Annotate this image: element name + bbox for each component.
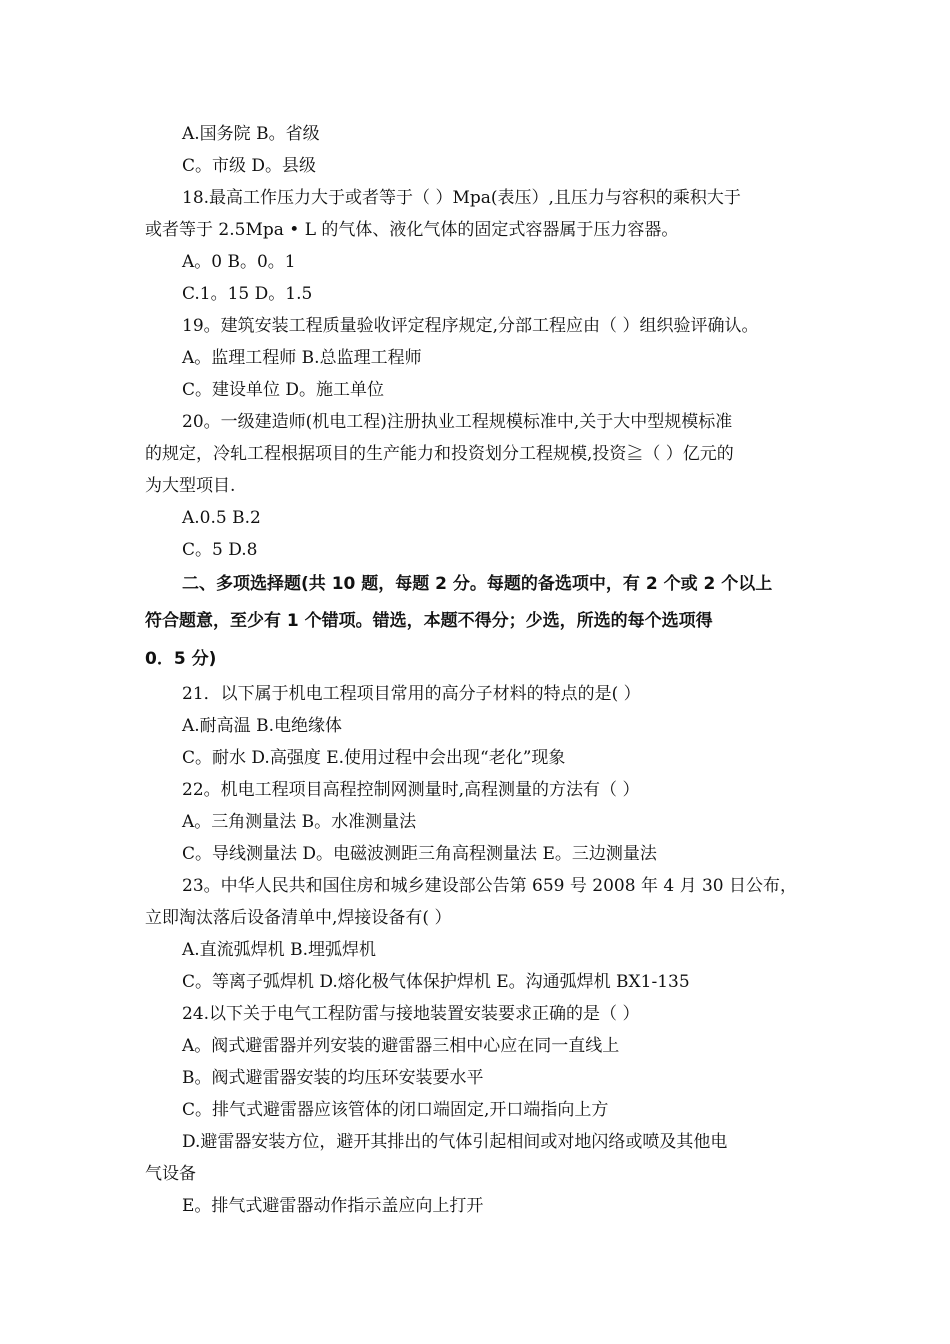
text-line: 立即淘汰落后设备清单中,焊接设备有( ） (145, 908, 452, 928)
text-line: C。耐水 D.高强度 E.使用过程中会出现“老化”现象 (182, 748, 566, 768)
text-line: C.1。15 D。1.5 (182, 284, 313, 304)
text-line: C。建设单位 D。施工单位 (182, 380, 385, 400)
text-line: C。市级 D。县级 (182, 156, 317, 176)
section-heading: 符合题意，至少有 1 个错项。错选，本题不得分；少选，所选的每个选项得 (145, 611, 713, 631)
text-line: 20。一级建造师(机电工程)注册执业工程规模标准中,关于大中型规模标准 (182, 412, 733, 432)
text-line: E。排气式避雷器动作指示盖应向上打开 (182, 1196, 484, 1216)
text-line: 21．以下属于机电工程项目常用的高分子材料的特点的是( ） (182, 684, 641, 704)
text-line: C。排气式避雷器应该管体的闭口端固定,开口端指向上方 (182, 1100, 609, 1120)
text-line: 18.最高工作压力大于或者等于（ ）Mpa(表压）,且压力与容积的乘积大于 (182, 188, 741, 208)
text-line: 气设备 (145, 1164, 196, 1184)
section-heading: 二、多项选择题(共 10 题，每题 2 分。每题的备选项中，有 2 个或 2 个以上 (182, 574, 773, 594)
text-line: A.国务院 B。省级 (182, 124, 320, 144)
text-line: 19。建筑安装工程质量验收评定程序规定,分部工程应由（ ）组织验评确认。 (182, 316, 759, 336)
text-line: B。阀式避雷器安装的均压环安装要水平 (182, 1068, 484, 1088)
text-line: 23。中华人民共和国住房和城乡建设部公告第 659 号 2008 年 4 月 30 日公布， (182, 876, 798, 896)
text-line: A.0.5 B.2 (182, 508, 261, 528)
section-heading: 0．5 分) (145, 649, 217, 669)
text-line: C。等离子弧焊机 D.熔化极气体保护焊机 E。沟通弧焊机 BX1-135 (182, 972, 690, 992)
text-line: 24.以下关于电气工程防雷与接地装置安装要求正确的是（ ） (182, 1004, 640, 1024)
text-line: D.避雷器安装方位，避开其排出的气体引起相间或对地闪络或喷及其他电 (182, 1132, 728, 1152)
text-line: A。监理工程师 B.总监理工程师 (182, 348, 422, 368)
text-line: 的规定，冷轧工程根据项目的生产能力和投资划分工程规模,投资≧（ ）亿元的 (145, 444, 734, 464)
text-line: C。5 D.8 (182, 540, 258, 560)
text-line: A。0 B。0。1 (182, 252, 296, 272)
text-line: 为大型项目. (145, 476, 236, 496)
text-line: A.直流弧焊机 B.埋弧焊机 (182, 940, 376, 960)
text-line: 22。机电工程项目高程控制网测量时,高程测量的方法有（ ） (182, 780, 640, 800)
text-line: A。三角测量法 B。水准测量法 (182, 812, 417, 832)
text-line: C。导线测量法 D。电磁波测距三角高程测量法 E。三边测量法 (182, 844, 657, 864)
text-line: A.耐高温 B.电绝缘体 (182, 716, 342, 736)
text-line: 或者等于 2.5Mpa • L 的气体、液化气体的固定式容器属于压力容器。 (145, 220, 679, 240)
text-line: A。阀式避雷器并列安装的避雷器三相中心应在同一直线上 (182, 1036, 620, 1056)
